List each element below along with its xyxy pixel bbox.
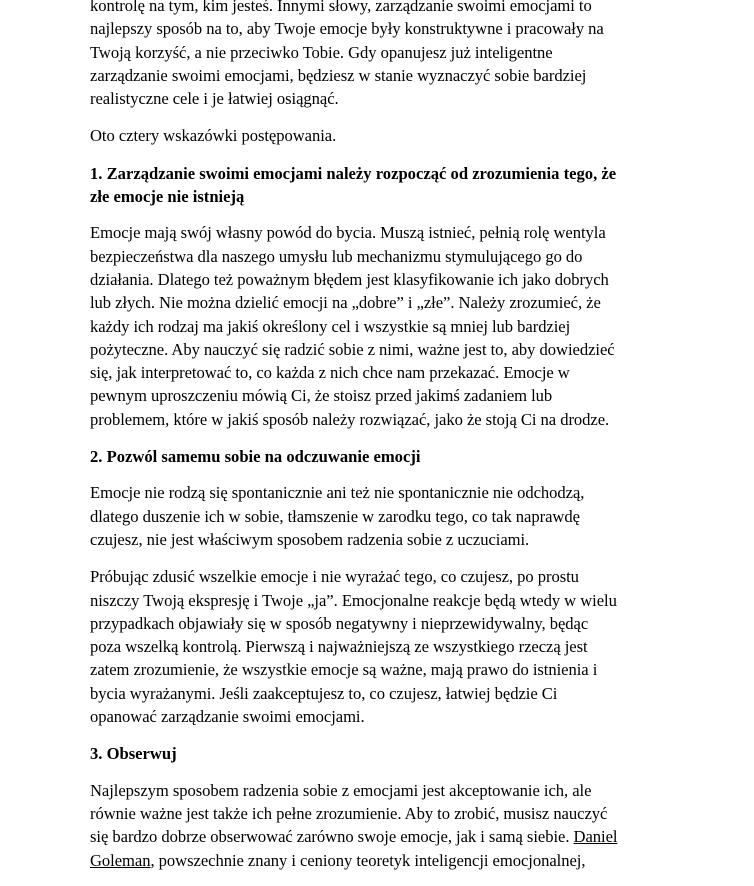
text-line: poza wszelką kontrolą. Pierwszą i najważniejszą ze wszystkiego rzeczą jest xyxy=(90,637,588,657)
text-line: problemem, które w jakiś sposób należy rozwiązać, jako że stoją Ci na drodze. xyxy=(90,409,610,429)
heading-line: 1. Zarządzanie swoimi emocjami należy rozpocząć od zrozumienia tego, że xyxy=(90,163,617,183)
text-line: Najlepszym sposobem radzenia sobie z emocjami jest akceptowanie ich, ale xyxy=(90,780,592,800)
section-2-paragraph-2 xyxy=(90,565,690,728)
text-line: zarządzanie swoimi emocjami, będziesz w stanie wyznaczyć sobie bardziej xyxy=(90,65,587,85)
section-2-paragraph-1 xyxy=(90,481,690,551)
text-line: Próbując zdusić wszelkie emocje i nie wyrażać tego, co czujesz, po prostu xyxy=(90,567,579,587)
text-line: zatem zrozumienie, że wszystkie emocje są ważne, mają prawo do istnienia i xyxy=(90,660,598,680)
heading-line: złe emocje nie istnieją xyxy=(90,187,245,207)
text-line: kontrolę na tym, kim jesteś. Innymi słowy, zarządzanie swoimi emocjami to xyxy=(90,0,592,15)
daniel-goleman-link-first[interactable]: Daniel xyxy=(573,827,618,847)
text-line: czujesz, nie jest właściwym sposobem radzenia sobie z uczuciami. xyxy=(90,529,530,549)
text-line: opanować zarządzanie swoimi emocjami. xyxy=(90,707,365,727)
text-line: każdy ich rodzaj ma jakiś określony cel i wszystkie są mniej lub bardziej xyxy=(90,316,571,336)
text-line: bezpieczeństwa dla naszego umysłu lub mechanizmu stymulującego go do xyxy=(90,246,583,266)
text-line: dlatego duszenie ich w sobie, tłamszenie w zarodku tego, co tak naprawdę xyxy=(90,506,580,526)
text-line: pewnym uproszczeniu mówią Ci, że stoisz przed jakimś zadaniem lub xyxy=(90,386,553,406)
text-line: równie ważne jest także ich pełne zrozumienie. Aby to zrobić, musisz nauczyć xyxy=(90,803,608,823)
text-line: Emocje mają swój własny powód do bycia. Muszą istnieć, pełnią rolę wentyla xyxy=(90,223,606,243)
lead-paragraph: Oto cztery wskazówki postępowania. xyxy=(90,126,337,146)
text-line: przypadkach objawiały się w sposób negatywny i nieprzewidywalny, będąc xyxy=(90,613,589,633)
text-line: realistyczne cele i je łatwiej osiągnąć. xyxy=(90,89,339,109)
text-line: niszczy Twoją ekspresję i Twoje „ja”. Emocjonalne reakcje będą wtedy w wielu xyxy=(90,590,617,610)
text-line: bycia wyrażanymi. Jeśli zaakceptujesz to, co czujesz, łatwiej będzie Ci xyxy=(90,683,558,703)
text-line: pożyteczne. Aby nauczyć się radzić sobie z nimi, ważne jest to, aby dowiedzieć xyxy=(90,339,615,359)
daniel-goleman-link-second[interactable]: Goleman xyxy=(90,850,151,870)
document-page xyxy=(90,0,690,886)
section-2-heading: 2. Pozwól samemu sobie na odczuwanie emocji xyxy=(90,447,421,467)
text-line: najlepszy sposób na to, aby Twoje emocje były konstruktywne i pracowały na xyxy=(90,19,604,39)
text-segment: się bardzo dobrze obserwować zarówno swoje emocje, jak i samą siebie. xyxy=(90,827,574,847)
text-line: Emocje nie rodzą się spontanicznie ani też nie spontanicznie nie odchodzą, xyxy=(90,483,585,503)
section-3-heading: 3. Obserwuj xyxy=(90,744,177,764)
text-line xyxy=(90,825,690,848)
text-line xyxy=(90,849,690,872)
section-1-heading xyxy=(90,162,690,209)
section-1-paragraph xyxy=(90,221,690,431)
intro-paragraph xyxy=(90,0,690,110)
text-line: się, jak interpretować to, co każda z nich chce nam przekazać. Emocje w xyxy=(90,363,570,383)
text-segment: , powszechnie znany i ceniony teoretyk inteligencji emocjonalnej, xyxy=(150,850,586,870)
section-3-paragraph xyxy=(90,779,690,872)
text-line: Twoją korzyść, a nie przeciwko Tobie. Gdy opanujesz już inteligentne xyxy=(90,42,553,62)
text-line: działania. Dlatego też poważnym błędem jest klasyfikowanie ich jako dobrych xyxy=(90,269,609,289)
text-line: lub złych. Nie można dzielić emocji na „dobre” i „złe”. Należy zrozumieć, że xyxy=(90,293,601,313)
